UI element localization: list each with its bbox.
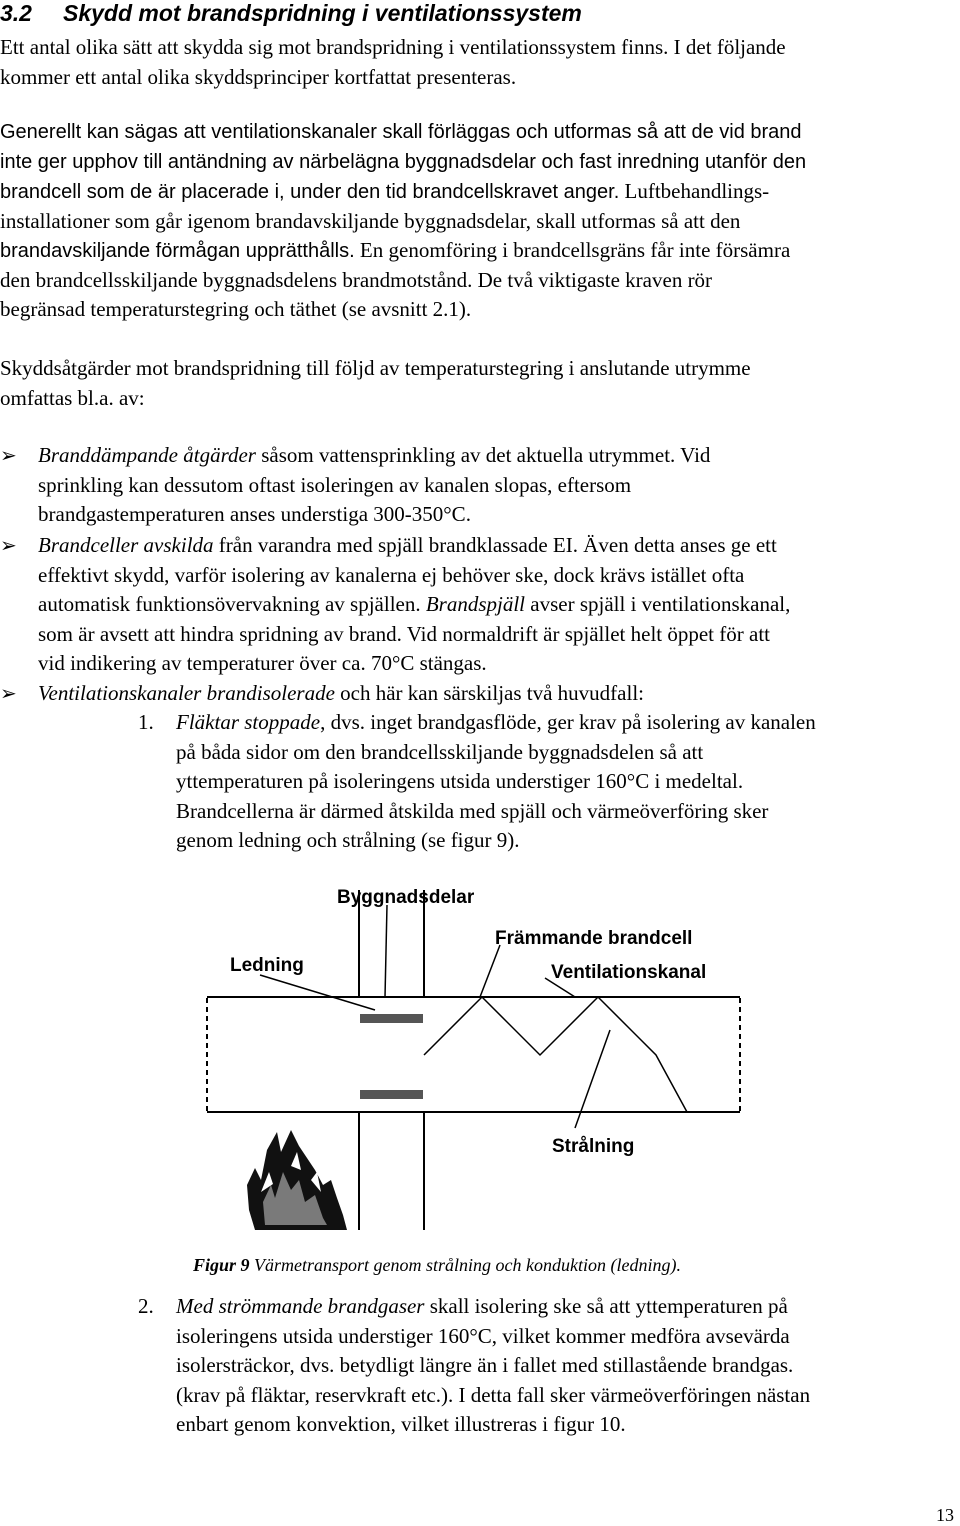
bullet-text: vid indikering av temperaturer över ca. 70°C stängas. (38, 651, 487, 675)
bullet-text: sprinkling kan dessutom oftast isoleringen av kanalen slopas, eftersom (38, 472, 632, 497)
bullet-text: från varandra med spjäll brandklassade EI. Även detta anses ge ett (213, 533, 777, 557)
damper-lower (360, 1090, 423, 1099)
leader-frammande (480, 945, 500, 997)
paragraph-line: inte ger upphov till antändning av närbelägna byggnadsdelar och fast inredning utanför den (0, 150, 807, 173)
item-text: på båda sidor om den brandcellsskiljande byggnadsdelen så att (176, 739, 704, 764)
label-ledning: Ledning (230, 955, 304, 976)
list-number: 1. (138, 710, 154, 734)
item-text: yttemperaturen på isoleringens utsida understiger 160°C i medeltal. (176, 769, 744, 793)
paragraph-line: Luftbehandlings- (624, 179, 770, 203)
paragraph-line: En genomföring i brandcellsgräns får inte försämra (359, 238, 791, 262)
numbered-item-1 (176, 708, 816, 856)
flame-icon (247, 1130, 347, 1230)
bullet-item-1 (38, 441, 710, 530)
leader-stralning (575, 1030, 610, 1128)
intro-paragraph (0, 33, 786, 92)
figure-caption (193, 1255, 681, 1276)
bullet-term: Ventilationskanaler brandisolerade (38, 681, 335, 705)
paragraph-line: De två viktigaste kraven rör (477, 267, 713, 292)
label-stralning: Strålning (552, 1136, 635, 1157)
label-ventilationskanal: Ventilationskanal (551, 962, 707, 983)
leader-byggnadsdelar (385, 905, 387, 997)
figure-caption-label: Figur 9 (193, 1255, 250, 1275)
numbered-item-2 (176, 1292, 810, 1440)
item-text: genom ledning och strålning (se figur 9). (176, 828, 520, 852)
item-text: , dvs. inget brandgasflöde, ger krav på isolering av kanalen (320, 710, 816, 734)
bullet-term: Brandspjäll (425, 592, 526, 616)
section-heading (0, 0, 582, 26)
item-text: Brandcellerna är därmed åtskilda med spjäll och värmeöverföring sker (176, 798, 769, 823)
damper-upper (360, 1014, 423, 1023)
label-byggnadsdelar: Byggnadsdelar (337, 887, 475, 908)
paragraph-line: brandcell som de är placerade i, under den tid brandcellskravet anger. (0, 181, 620, 203)
bullet-text: och här kan särskiljas två huvudfall: (334, 681, 644, 705)
leader-ledning (260, 975, 375, 1010)
intro-line: Ett antal olika sätt att skydda sig mot brandspridning i ventilationssystem finns. I det följande (0, 35, 786, 59)
item-text: skall isolering ske så att yttemperaturen på (424, 1294, 788, 1318)
bullet-arrow-icon: ➢ (0, 681, 17, 705)
bullet-term: Branddämpande åtgärder (38, 443, 256, 467)
paragraph-line: Generellt kan sägas att ventilationskanaler skall förläggas och utformas så att de vid brand (0, 121, 802, 143)
item-text: (krav på fläktar, reservkraft etc.). I detta fall sker värmeöverföringen nästan (176, 1382, 811, 1407)
bullet-text: automatisk funktionsövervakning av spjällen. (38, 592, 426, 616)
paragraph-general (0, 118, 806, 325)
label-frammande-brandcell: Främmande brandcell (495, 928, 693, 949)
paragraph-line: den brandcellsskiljande byggnadsdelens brandmotstånd. (0, 267, 473, 292)
figure-caption-text: Värmetransport genom strålning och konduktion (ledning). (249, 1255, 681, 1275)
paragraph-line: installationer som går igenom brandavskiljande byggnadsdelar, skall utformas så att den (0, 208, 741, 233)
list-number: 2. (138, 1294, 154, 1318)
paragraph-line: brandavskiljande förmågan upprätthålls. (0, 240, 355, 262)
item-term: Med strömmande brandgaser (176, 1294, 425, 1318)
bullet-text: såsom vattensprinkling av det aktuella utrymmet. Vid (255, 443, 711, 467)
bullet-arrow-icon: ➢ (0, 533, 17, 557)
section-title: Skydd mot brandspridning i ventilationssystem (63, 0, 582, 26)
bullet-item-3 (38, 679, 644, 709)
bullet-text: effektivt skydd, varför isolering av kanalerna ej behöver ske, dock krävs istället ofta (38, 562, 745, 587)
bullet-term: Brandceller avskilda (38, 533, 214, 557)
bullet-text: som är avsett att hindra spridning av brand. Vid normaldrift är spjället helt öppet för att (38, 621, 770, 646)
paragraph-line: Skyddsåtgärder mot brandspridning till följd av temperaturstegring i anslutande utrymme (0, 356, 751, 380)
paragraph-line: begränsad temperaturstegring och täthet (se avsnitt 2.1). (0, 297, 472, 321)
item-text: isoleringens utsida understiger 160°C, vilket kommer medföra avsevärda (176, 1323, 790, 1348)
item-text: isolersträckor, dvs. betydligt längre än i fallet med stillastående brandgas. (176, 1353, 794, 1377)
bullet-arrow-icon: ➢ (0, 443, 17, 467)
section-number: 3.2 (0, 0, 32, 26)
bullet-item-2 (38, 531, 790, 679)
paragraph-measures (0, 354, 751, 413)
figure-9-diagram (195, 880, 775, 1240)
page-number: 13 (936, 1505, 954, 1525)
item-term: Fläktar stoppade (176, 710, 321, 734)
intro-line: kommer ett antal olika skyddsprinciper kortfattat presenteras. (0, 64, 517, 89)
bullet-text: avser spjäll i ventilationskanal, (525, 592, 791, 616)
paragraph-line: omfattas bl.a. av: (0, 385, 145, 410)
radiation-path (424, 997, 687, 1112)
item-text: enbart genom konvektion, vilket illustreras i figur 10. (176, 1412, 626, 1436)
bullet-text: brandgastemperaturen anses understiga 300-350°C. (38, 502, 471, 526)
